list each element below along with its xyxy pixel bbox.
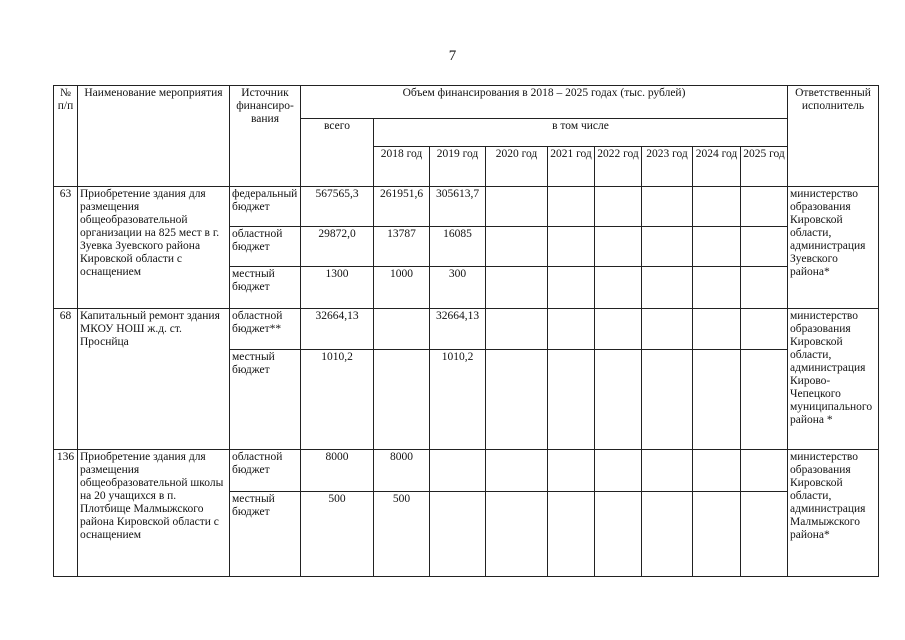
row-num: 68 [54,309,78,450]
cell-year [486,350,548,450]
header-year: 2018 год [374,147,430,187]
header-including: в том числе [374,119,788,147]
header-name: Наименование мероприятия [78,86,230,187]
cell-year [693,187,741,227]
cell-year: 1000 [374,267,430,309]
cell-total: 1010,2 [301,350,374,450]
header-year: 2020 год [486,147,548,187]
cell-year [693,350,741,450]
cell-year [595,309,642,350]
cell-year [548,267,595,309]
cell-year [741,309,788,350]
cell-total: 1300 [301,267,374,309]
cell-year [642,267,693,309]
cell-year [595,187,642,227]
cell-year [693,450,741,492]
cell-year [486,492,548,577]
cell-total: 32664,13 [301,309,374,350]
cell-year [548,350,595,450]
cell-year [642,309,693,350]
cell-year [486,309,548,350]
header-total: всего [301,119,374,187]
cell-year [595,450,642,492]
cell-year [430,492,486,577]
cell-year: 305613,7 [430,187,486,227]
cell-year [642,350,693,450]
cell-year: 8000 [374,450,430,492]
cell-year: 13787 [374,227,430,267]
cell-year [693,492,741,577]
row-source: областной бюджет [230,227,301,267]
cell-year [642,450,693,492]
cell-year [741,187,788,227]
cell-year: 500 [374,492,430,577]
cell-year [374,350,430,450]
cell-year [642,227,693,267]
row-responsible: министерство образования Кировской области, администрация Зуевского района* [788,187,879,309]
cell-total: 500 [301,492,374,577]
row-source: местный бюджет [230,492,301,577]
header-volume: Объем финансирования в 2018 – 2025 годах (тыс. рублей) [301,86,788,119]
row-source: федеральный бюджет [230,187,301,227]
header-year: 2025 год [741,147,788,187]
cell-year: 16085 [430,227,486,267]
cell-year [741,350,788,450]
cell-year [486,227,548,267]
row-source: областной бюджет [230,450,301,492]
cell-year [741,227,788,267]
row-responsible: министерство образования Кировской области, администрация Малмыжского района* [788,450,879,577]
table-row [54,309,879,350]
cell-year [595,350,642,450]
header-year: 2022 год [595,147,642,187]
cell-year [741,450,788,492]
cell-year [486,187,548,227]
row-num: 136 [54,450,78,577]
cell-year [693,227,741,267]
cell-year [548,309,595,350]
cell-year [741,492,788,577]
cell-year [486,267,548,309]
cell-year [486,450,548,492]
cell-year [595,267,642,309]
page-number: 7 [448,48,457,64]
cell-total: 29872,0 [301,227,374,267]
header-num: № п/п [54,86,78,187]
table-row [54,450,879,492]
header-year: 2021 год [548,147,595,187]
cell-year [741,267,788,309]
header-responsible: Ответственный исполнитель [788,86,879,187]
row-source: областной бюджет** [230,309,301,350]
cell-year: 1010,2 [430,350,486,450]
cell-year [548,227,595,267]
row-name: Приобретение здания для размещения общеобразовательной организации на 825 мест в г. Зуевка Зуевского района Кировской области с оснащением [78,187,230,309]
financing-table [53,85,879,577]
table-row [54,187,879,227]
header-year: 2024 год [693,147,741,187]
header-source: Источник финансиро-вания [230,86,301,187]
row-source: местный бюджет [230,350,301,450]
cell-year [430,450,486,492]
cell-year [548,492,595,577]
cell-year [693,309,741,350]
cell-year [548,450,595,492]
cell-year [642,492,693,577]
cell-year: 261951,6 [374,187,430,227]
row-name: Капитальный ремонт здания МКОУ НОШ ж.д. ст. Проснйца [78,309,230,450]
row-source: местный бюджет [230,267,301,309]
cell-year [548,187,595,227]
header-year: 2023 год [642,147,693,187]
cell-year [693,267,741,309]
cell-year [595,492,642,577]
row-responsible: министерство образования Кировской области, администрация Кирово-Чепецкого муниципального района * [788,309,879,450]
header-year: 2019 год [430,147,486,187]
row-name: Приобретение здания для размещения общеобразовательной школы на 20 учащихся в п. Плотбище Малмыжского района Кировской области с оснащением [78,450,230,577]
cell-year: 300 [430,267,486,309]
cell-year: 32664,13 [430,309,486,350]
table-header [54,86,879,187]
cell-year [374,309,430,350]
cell-year [595,227,642,267]
cell-total: 567565,3 [301,187,374,227]
cell-total: 8000 [301,450,374,492]
row-num: 63 [54,187,78,309]
cell-year [642,187,693,227]
